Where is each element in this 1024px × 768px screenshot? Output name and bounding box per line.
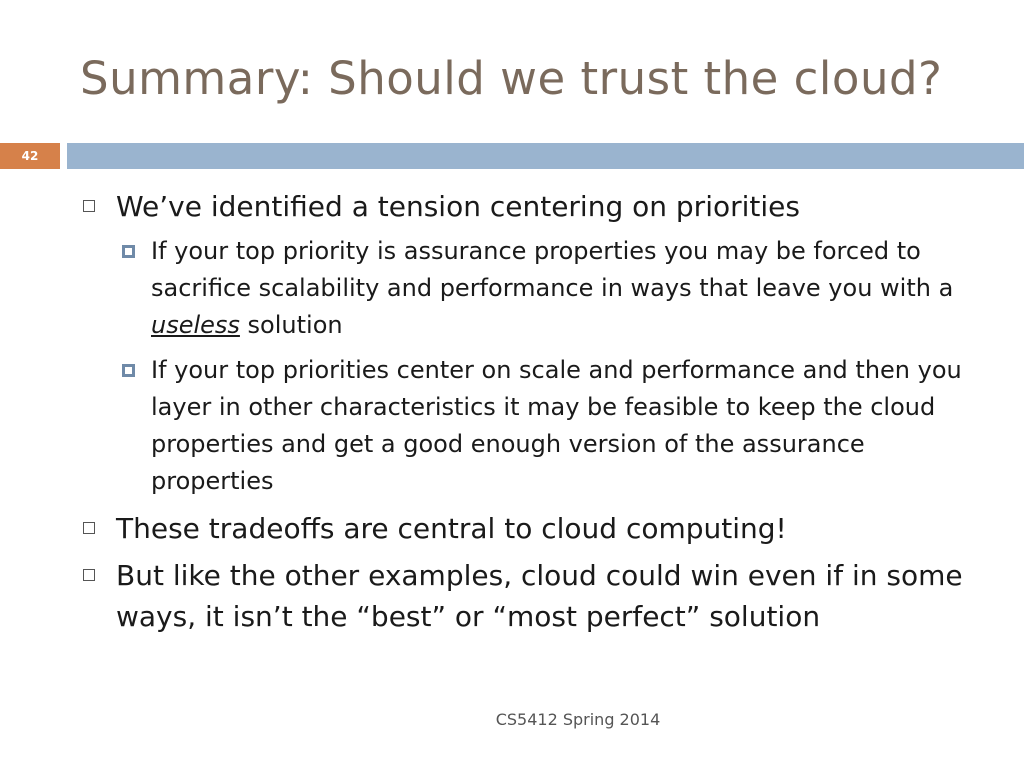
emphasized-word: useless: [151, 311, 240, 339]
bullet-1: [80, 186, 980, 227]
bullet-1-text: We’ve identified a tension centering on priorities: [116, 190, 800, 223]
bullet-2: [80, 508, 980, 549]
sub-bullet-2: [122, 352, 980, 500]
hollow-square-bullet-icon: [83, 569, 95, 581]
sub-bullet-1-text-after: solution: [239, 311, 343, 339]
square-bullet-icon: [122, 364, 135, 377]
bullet-3-text: But like the other examples, cloud could win even if in some ways, it isn’t the “best” or “most perfect” solution: [116, 559, 963, 633]
slide-number: 42: [0, 143, 60, 169]
sub-bullet-1-text: [151, 233, 980, 344]
hollow-square-bullet-icon: [83, 522, 95, 534]
bullet-3: [80, 555, 980, 637]
hollow-square-bullet-icon: [83, 200, 95, 212]
slide-body: [80, 186, 980, 643]
sub-bullet-2-text: If your top priorities center on scale and performance and then you layer in other characteristics it may be feasible to keep the cloud properties and get a good enough version of the assurance properties: [151, 356, 962, 495]
sub-bullet-1: [122, 233, 980, 344]
square-bullet-icon: [122, 245, 135, 258]
slide-title: Summary: Should we trust the cloud?: [80, 52, 943, 105]
header-band: [67, 143, 1024, 169]
bullet-2-text: These tradeoffs are central to cloud computing!: [116, 512, 787, 545]
sub-bullet-1-text-before: If your top priority is assurance properties you may be forced to sacrifice scalability and performance in ways that leave you with a: [151, 237, 954, 302]
slide-footer: CS5412 Spring 2014: [495, 710, 661, 729]
